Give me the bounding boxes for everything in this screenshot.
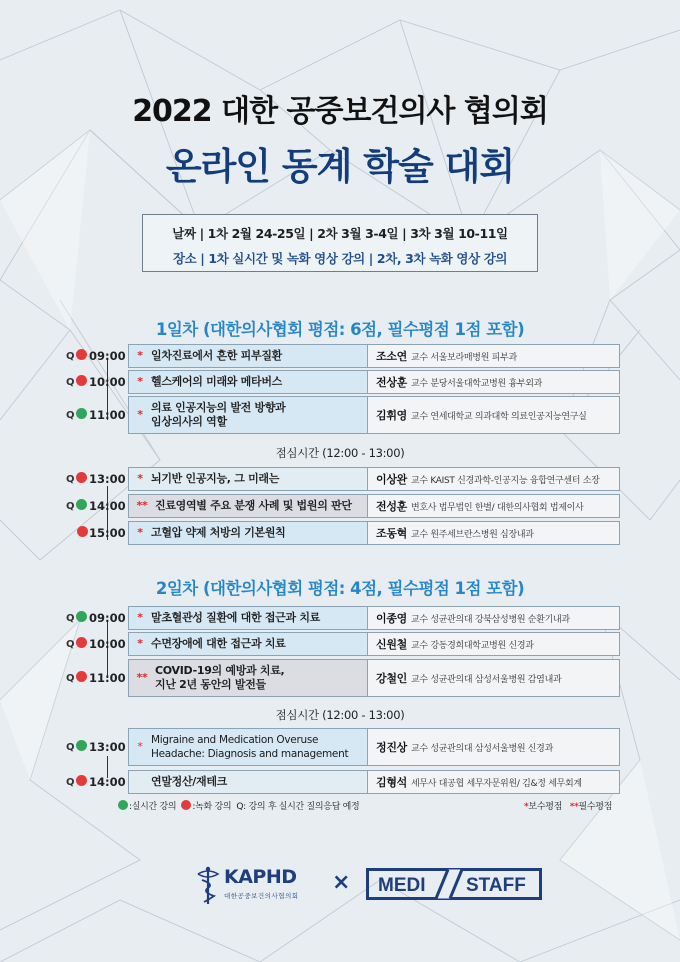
live-badge-icon <box>76 408 87 419</box>
schedule-row <box>60 728 620 766</box>
speaker-name: 이종영 <box>376 612 407 625</box>
speaker-name: 전상훈 <box>376 376 407 389</box>
topic-text: 고혈압 약제 처방의 기본원칙 <box>151 526 286 539</box>
session-time: 09:00 <box>89 611 126 625</box>
schedule-row <box>60 659 620 697</box>
session-speaker <box>368 728 620 766</box>
speaker-affiliation: 교수 원주세브란스병원 심장내과 <box>410 529 534 540</box>
session-topic <box>128 659 368 697</box>
schedule-row <box>60 370 620 394</box>
topic-text: Migraine and Medication Overuse Headache: Diagnosis and management <box>151 734 349 760</box>
legend-credits <box>524 799 612 812</box>
lunch-break: 점심시간 (12:00 - 13:00) <box>275 708 405 722</box>
session-topic <box>128 370 368 394</box>
legend-required-credit: 필수평점 <box>578 802 613 812</box>
speaker-name: 김형석 <box>376 776 407 789</box>
session-topic <box>128 521 368 545</box>
topic-text: 수면장애에 대한 접근과 치료 <box>151 637 286 650</box>
session-speaker <box>368 494 620 518</box>
kaphd-wordmark: KAPHD <box>224 866 297 888</box>
speaker-name: 강철인 <box>376 672 407 685</box>
session-time: 13:00 <box>89 472 126 486</box>
qa-badge: Q <box>66 611 87 626</box>
required-credit-mark: ** <box>569 802 579 812</box>
basic-credit-mark: * <box>524 802 529 812</box>
session-topic <box>128 728 368 766</box>
speaker-affiliation: 교수 성균관의대 강북삼성병원 순환기내과 <box>410 614 570 625</box>
sponsor-logos <box>0 860 680 910</box>
speaker-affiliation: 교수 KAIST 신경과학-인공지능 융합연구센터 소장 <box>410 475 600 486</box>
credit-mark: * <box>137 611 143 624</box>
topic-text: 진료영역별 주요 분쟁 사례 및 법원의 판단 <box>155 499 352 512</box>
session-time: 10:00 <box>89 637 126 651</box>
legend-record: :녹화 강의 <box>192 802 232 812</box>
topic-text: 헬스케어의 미래와 메타버스 <box>151 375 282 388</box>
qa-badge: Q <box>66 671 87 686</box>
schedule-row <box>60 344 620 368</box>
schedule-row <box>60 606 620 630</box>
qa-badge: Q <box>66 349 87 364</box>
session-speaker <box>368 659 620 697</box>
record-badge-icon <box>76 637 87 648</box>
topic-text: 의료 인공지능의 발전 방향과 임상의사의 역할 <box>151 401 286 428</box>
legend-basic-credit: 보수평점 <box>528 802 562 812</box>
caduceus-icon <box>194 866 222 906</box>
session-time: 09:00 <box>89 349 126 363</box>
kaphd-logo <box>194 866 324 906</box>
session-time: 10:00 <box>89 375 126 389</box>
schedule-row <box>60 467 620 491</box>
legend-qa: Q: 강의 후 실시간 질의응답 예정 <box>236 802 360 812</box>
speaker-affiliation: 교수 서울보라매병원 피부과 <box>410 352 517 363</box>
topic-text: 일차진료에서 흔한 피부질환 <box>151 349 282 362</box>
legend-live: :실시간 강의 <box>129 802 177 812</box>
speaker-affiliation: 교수 성균관의대 삼성서울병원 감염내과 <box>410 674 562 685</box>
schedule-row <box>60 396 620 434</box>
speaker-name: 김휘영 <box>376 409 407 422</box>
speaker-name: 정진상 <box>376 741 407 754</box>
event-info-box <box>142 214 538 272</box>
collaboration-x: × <box>332 870 351 895</box>
speaker-affiliation: 교수 강동경희대학교병원 신경과 <box>410 640 534 651</box>
session-time: 13:00 <box>89 740 126 754</box>
session-speaker <box>368 370 620 394</box>
kaphd-subtitle: 대한공중보건의사협의회 <box>224 892 299 900</box>
credit-mark: * <box>137 526 143 539</box>
session-topic <box>128 632 368 656</box>
speaker-affiliation: 교수 성균관의대 삼성서울병원 신경과 <box>410 743 553 754</box>
record-badge-icon <box>77 526 88 537</box>
session-time: 15:00 <box>89 526 126 540</box>
speaker-affiliation: 변호사 법무법인 한별/ 대한의사협회 법제이사 <box>410 502 584 513</box>
qa-badge: Q <box>66 740 87 755</box>
session-speaker <box>368 632 620 656</box>
live-badge-icon <box>76 740 87 751</box>
credit-mark: * <box>137 349 143 362</box>
topic-text: COVID-19의 예방과 치료, 지난 2년 동안의 발전들 <box>155 664 285 691</box>
session-topic <box>128 606 368 630</box>
speaker-name: 조소연 <box>376 350 407 363</box>
session-time: 14:00 <box>89 775 126 789</box>
session-time: 14:00 <box>89 499 126 513</box>
record-badge-icon <box>76 671 87 682</box>
schedule-row <box>60 770 620 794</box>
qa-badge: Q <box>66 375 87 390</box>
record-badge-icon <box>76 375 87 386</box>
session-topic <box>128 494 368 518</box>
page-title-line1: 2022 대한 공중보건의사 협의회 <box>132 94 548 129</box>
record-badge-icon <box>181 800 191 810</box>
page-title-line2: 온라인 동계 학술 대회 <box>165 145 515 188</box>
record-badge-icon <box>76 472 87 483</box>
day1-heading: 1일차 (대한의사협회 평점: 6점, 필수평점 1점 포함) <box>155 320 525 339</box>
credit-mark: * <box>137 408 143 421</box>
schedule-row <box>60 494 620 518</box>
live-badge-icon <box>118 800 128 810</box>
record-badge-icon <box>76 349 87 360</box>
credit-mark: ** <box>136 671 148 684</box>
legend <box>118 799 359 812</box>
speaker-affiliation: 세무사 대공협 세무자문위원/ 김&정 세무회계 <box>410 778 582 789</box>
speaker-name: 조동혁 <box>376 527 407 540</box>
schedule-row <box>60 521 620 545</box>
session-speaker <box>368 606 620 630</box>
qa-badge: Q <box>66 637 87 652</box>
session-time: 11:00 <box>89 671 126 685</box>
session-speaker <box>368 344 620 368</box>
date-line: 날짜 | 1차 2월 24-25일 | 2차 3월 3-4일 | 3차 3월 10-11일 <box>172 226 508 241</box>
qa-badge: Q <box>66 472 87 487</box>
session-topic <box>128 396 368 434</box>
lunch-break: 점심시간 (12:00 - 13:00) <box>275 446 405 460</box>
topic-text: 말초혈관성 질환에 대한 접근과 치료 <box>151 611 321 624</box>
speaker-name: 신원철 <box>376 638 407 651</box>
session-speaker <box>368 770 620 794</box>
session-speaker <box>368 467 620 491</box>
live-badge-icon <box>76 611 87 622</box>
qa-badge: Q <box>66 408 87 423</box>
session-time: 11:00 <box>89 408 126 422</box>
credit-mark: * <box>137 375 143 388</box>
medi-wordmark: MEDI <box>378 875 426 896</box>
credit-mark: * <box>137 637 143 650</box>
qa-badge: Q <box>66 499 87 514</box>
schedule-row <box>60 632 620 656</box>
venue-line: 장소 | 1차 실시간 및 녹화 영상 강의 | 2차, 3차 녹화 영상 강의 <box>172 251 508 266</box>
qa-badge: Q <box>66 775 87 790</box>
session-speaker <box>368 521 620 545</box>
live-badge-icon <box>76 499 87 510</box>
staff-wordmark: STAFF <box>466 875 526 896</box>
day2-heading: 2일차 (대한의사협회 평점: 4점, 필수평점 1점 포함) <box>155 579 525 598</box>
qa-badge <box>66 526 88 541</box>
credit-mark: * <box>137 740 143 753</box>
speaker-name: 이상완 <box>376 473 407 486</box>
speaker-affiliation: 교수 연세대학교 의과대학 의료인공지능연구실 <box>410 411 587 422</box>
session-topic <box>128 770 368 794</box>
session-speaker <box>368 396 620 434</box>
speaker-name: 전성훈 <box>376 500 407 513</box>
topic-text: 연말정산/재테크 <box>151 775 227 788</box>
credit-mark: * <box>137 472 143 485</box>
medistaff-logo <box>366 868 542 900</box>
session-topic <box>128 344 368 368</box>
session-topic <box>128 467 368 491</box>
topic-text: 뇌기반 인공지능, 그 미래는 <box>151 472 280 485</box>
record-badge-icon <box>76 775 87 786</box>
speaker-affiliation: 교수 분당서울대학교병원 흉부외과 <box>410 378 543 389</box>
credit-mark: ** <box>136 499 148 512</box>
